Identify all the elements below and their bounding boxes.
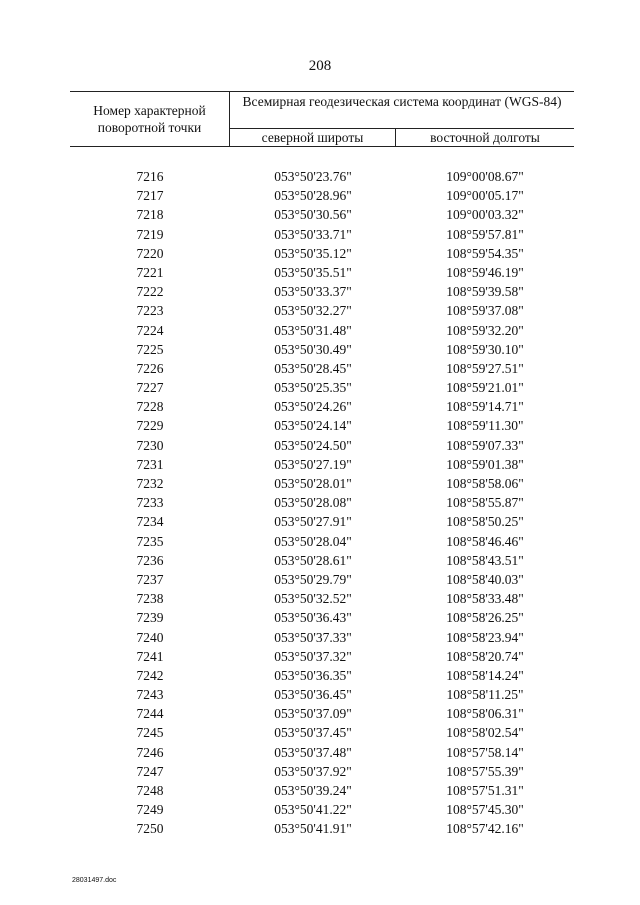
point-number: 7238 — [136, 591, 164, 607]
point-number: 7247 — [136, 763, 164, 779]
latitude-value: 053°50'32.52" — [274, 591, 352, 607]
table-row — [70, 819, 574, 838]
table-row — [70, 628, 574, 647]
longitude-value: 108°58'55.87" — [446, 495, 524, 511]
latitude-value: 053°50'35.51" — [274, 264, 352, 280]
longitude-value: 108°58'23.94" — [446, 629, 524, 645]
point-number: 7228 — [136, 399, 164, 415]
point-number: 7233 — [136, 495, 164, 511]
latitude-value: 053°50'24.50" — [274, 437, 352, 453]
longitude-value: 108°58'43.51" — [446, 552, 524, 568]
latitude-value: 053°50'25.35" — [274, 380, 352, 396]
table-row — [70, 800, 574, 819]
latitude-value: 053°50'29.79" — [274, 571, 352, 587]
latitude-value: 053°50'31.48" — [274, 322, 352, 338]
point-number: 7216 — [136, 169, 164, 184]
longitude-value: 108°57'55.39" — [446, 763, 524, 779]
longitude-value: 108°57'45.30" — [446, 802, 524, 818]
point-number: 7236 — [136, 552, 164, 568]
longitude-value: 108°57'58.14" — [446, 744, 524, 760]
longitude-value: 108°59'57.81" — [446, 226, 524, 242]
table-row — [70, 205, 574, 224]
longitude-value: 108°59'14.71" — [446, 399, 524, 415]
table-row — [70, 263, 574, 282]
point-number: 7218 — [136, 207, 164, 223]
point-number: 7226 — [136, 360, 164, 376]
point-number: 7224 — [136, 322, 164, 338]
longitude-value: 108°58'46.46" — [446, 533, 524, 549]
latitude-value: 053°50'30.49" — [274, 341, 352, 357]
longitude-value: 108°58'58.06" — [446, 476, 524, 491]
table-row — [70, 781, 574, 800]
table-row — [70, 512, 574, 531]
longitude-value: 108°58'26.25" — [446, 610, 524, 626]
table-row — [70, 301, 574, 320]
latitude-value: 053°50'28.04" — [274, 533, 352, 549]
latitude-value: 053°50'24.26" — [274, 399, 352, 415]
latitude-value: 053°50'36.45" — [274, 687, 352, 703]
point-number: 7223 — [136, 303, 164, 319]
point-number: 7250 — [136, 821, 164, 837]
longitude-value: 109°00'08.67" — [446, 169, 524, 184]
longitude-value: 108°58'14.24" — [446, 667, 524, 683]
table-row — [70, 589, 574, 608]
point-number: 7241 — [136, 648, 164, 664]
table-body — [70, 167, 574, 839]
longitude-value: 108°59'54.35" — [446, 245, 524, 261]
header-subcolumns — [230, 128, 574, 147]
longitude-value: 108°59'11.30" — [446, 418, 524, 434]
table-row — [70, 743, 574, 762]
latitude-value: 053°50'36.43" — [274, 610, 352, 626]
table-row — [70, 474, 574, 493]
longitude-value: 108°59'32.20" — [446, 322, 524, 338]
header-latitude: северной широты — [230, 129, 396, 147]
table-row — [70, 225, 574, 244]
table-row — [70, 551, 574, 570]
table-header — [70, 91, 574, 147]
latitude-value: 053°50'27.91" — [274, 514, 352, 530]
point-number: 7234 — [136, 514, 164, 530]
table-row — [70, 321, 574, 340]
latitude-value: 053°50'41.91" — [274, 821, 352, 837]
longitude-value: 109°00'03.32" — [446, 207, 524, 223]
point-number: 7245 — [136, 725, 164, 741]
longitude-value: 108°58'40.03" — [446, 571, 524, 587]
table-row — [70, 493, 574, 512]
table-row — [70, 416, 574, 435]
table-row — [70, 340, 574, 359]
header-longitude: восточной долготы — [430, 130, 540, 145]
latitude-value: 053°50'30.56" — [274, 207, 352, 223]
table-row — [70, 436, 574, 455]
header-coordinate-system — [230, 92, 574, 128]
page-number: 208 — [308, 58, 332, 74]
point-number: 7231 — [136, 456, 164, 472]
latitude-value: 053°50'28.61" — [274, 552, 352, 568]
point-number: 7217 — [136, 188, 164, 204]
latitude-value: 053°50'33.37" — [274, 284, 352, 300]
point-number: 7229 — [136, 418, 164, 434]
header-point-number-label: Номер характерной поворотной точки — [93, 103, 206, 135]
latitude-value: 053°50'33.71" — [274, 226, 352, 242]
latitude-value: 053°50'28.45" — [274, 360, 352, 376]
point-number: 7239 — [136, 610, 164, 626]
table-row — [70, 647, 574, 666]
latitude-value: 053°50'37.45" — [274, 725, 352, 741]
header-coordinate-system-label: Всемирная геодезическая система координат (WGS-84) — [242, 94, 562, 109]
longitude-value: 108°59'01.38" — [446, 456, 524, 472]
table-row — [70, 244, 574, 263]
latitude-value: 053°50'37.48" — [274, 744, 352, 760]
longitude-value: 108°58'06.31" — [446, 706, 524, 722]
table-row — [70, 282, 574, 301]
longitude-value: 108°59'46.19" — [446, 264, 524, 280]
point-number: 7221 — [136, 264, 164, 280]
longitude-value: 108°57'42.16" — [446, 821, 524, 837]
latitude-value: 053°50'37.92" — [274, 763, 352, 779]
longitude-value: 108°58'50.25" — [446, 514, 524, 530]
latitude-value: 053°50'35.12" — [274, 245, 352, 261]
latitude-value: 053°50'37.33" — [274, 629, 352, 645]
point-number: 7227 — [136, 380, 164, 396]
longitude-value: 108°58'02.54" — [446, 725, 524, 741]
longitude-value: 108°59'27.51" — [446, 360, 524, 376]
table-row — [70, 186, 574, 205]
longitude-value: 108°59'39.58" — [446, 284, 524, 300]
point-number: 7225 — [136, 341, 164, 357]
header-point-number — [70, 92, 230, 146]
latitude-value: 053°50'28.96" — [274, 188, 352, 204]
longitude-value: 108°58'20.74" — [446, 648, 524, 664]
longitude-value: 109°00'05.17" — [446, 188, 524, 204]
latitude-value: 053°50'28.08" — [274, 495, 352, 511]
table-row — [70, 167, 574, 186]
footer-filename: 28031497.doc — [72, 877, 117, 884]
table-row — [70, 723, 574, 742]
point-number: 7243 — [136, 687, 164, 703]
latitude-value: 053°50'24.14" — [274, 418, 352, 434]
latitude-value: 053°50'39.24" — [274, 783, 352, 798]
latitude-value: 053°50'36.35" — [274, 667, 352, 683]
table-row — [70, 704, 574, 723]
table-row — [70, 685, 574, 704]
point-number: 7237 — [136, 571, 164, 587]
longitude-value: 108°59'30.10" — [446, 341, 524, 357]
point-number: 7240 — [136, 629, 164, 645]
point-number: 7248 — [136, 783, 164, 798]
point-number: 7222 — [136, 284, 164, 300]
longitude-value: 108°57'51.31" — [446, 783, 524, 798]
latitude-value: 053°50'27.19" — [274, 456, 352, 472]
table-row — [70, 397, 574, 416]
table-row — [70, 570, 574, 589]
table-row — [70, 378, 574, 397]
latitude-value: 053°50'32.27" — [274, 303, 352, 319]
point-number: 7249 — [136, 802, 164, 818]
point-number: 7235 — [136, 533, 164, 549]
longitude-value: 108°58'11.25" — [446, 687, 524, 703]
point-number: 7232 — [136, 476, 164, 491]
latitude-value: 053°50'37.09" — [274, 706, 352, 722]
table-row — [70, 608, 574, 627]
latitude-value: 053°50'23.76" — [274, 169, 352, 184]
table-row — [70, 359, 574, 378]
longitude-value: 108°59'21.01" — [446, 380, 524, 396]
point-number: 7244 — [136, 706, 164, 722]
point-number: 7246 — [136, 744, 164, 760]
latitude-value: 053°50'37.32" — [274, 648, 352, 664]
longitude-value: 108°59'07.33" — [446, 437, 524, 453]
point-number: 7242 — [136, 667, 164, 683]
point-number: 7220 — [136, 245, 164, 261]
latitude-value: 053°50'41.22" — [274, 802, 352, 818]
table-row — [70, 532, 574, 551]
table-row — [70, 455, 574, 474]
point-number: 7230 — [136, 437, 164, 453]
latitude-value: 053°50'28.01" — [274, 476, 352, 491]
longitude-value: 108°59'37.08" — [446, 303, 524, 319]
longitude-value: 108°58'33.48" — [446, 591, 524, 607]
table-row — [70, 666, 574, 685]
point-number: 7219 — [136, 226, 164, 242]
table-row — [70, 762, 574, 781]
